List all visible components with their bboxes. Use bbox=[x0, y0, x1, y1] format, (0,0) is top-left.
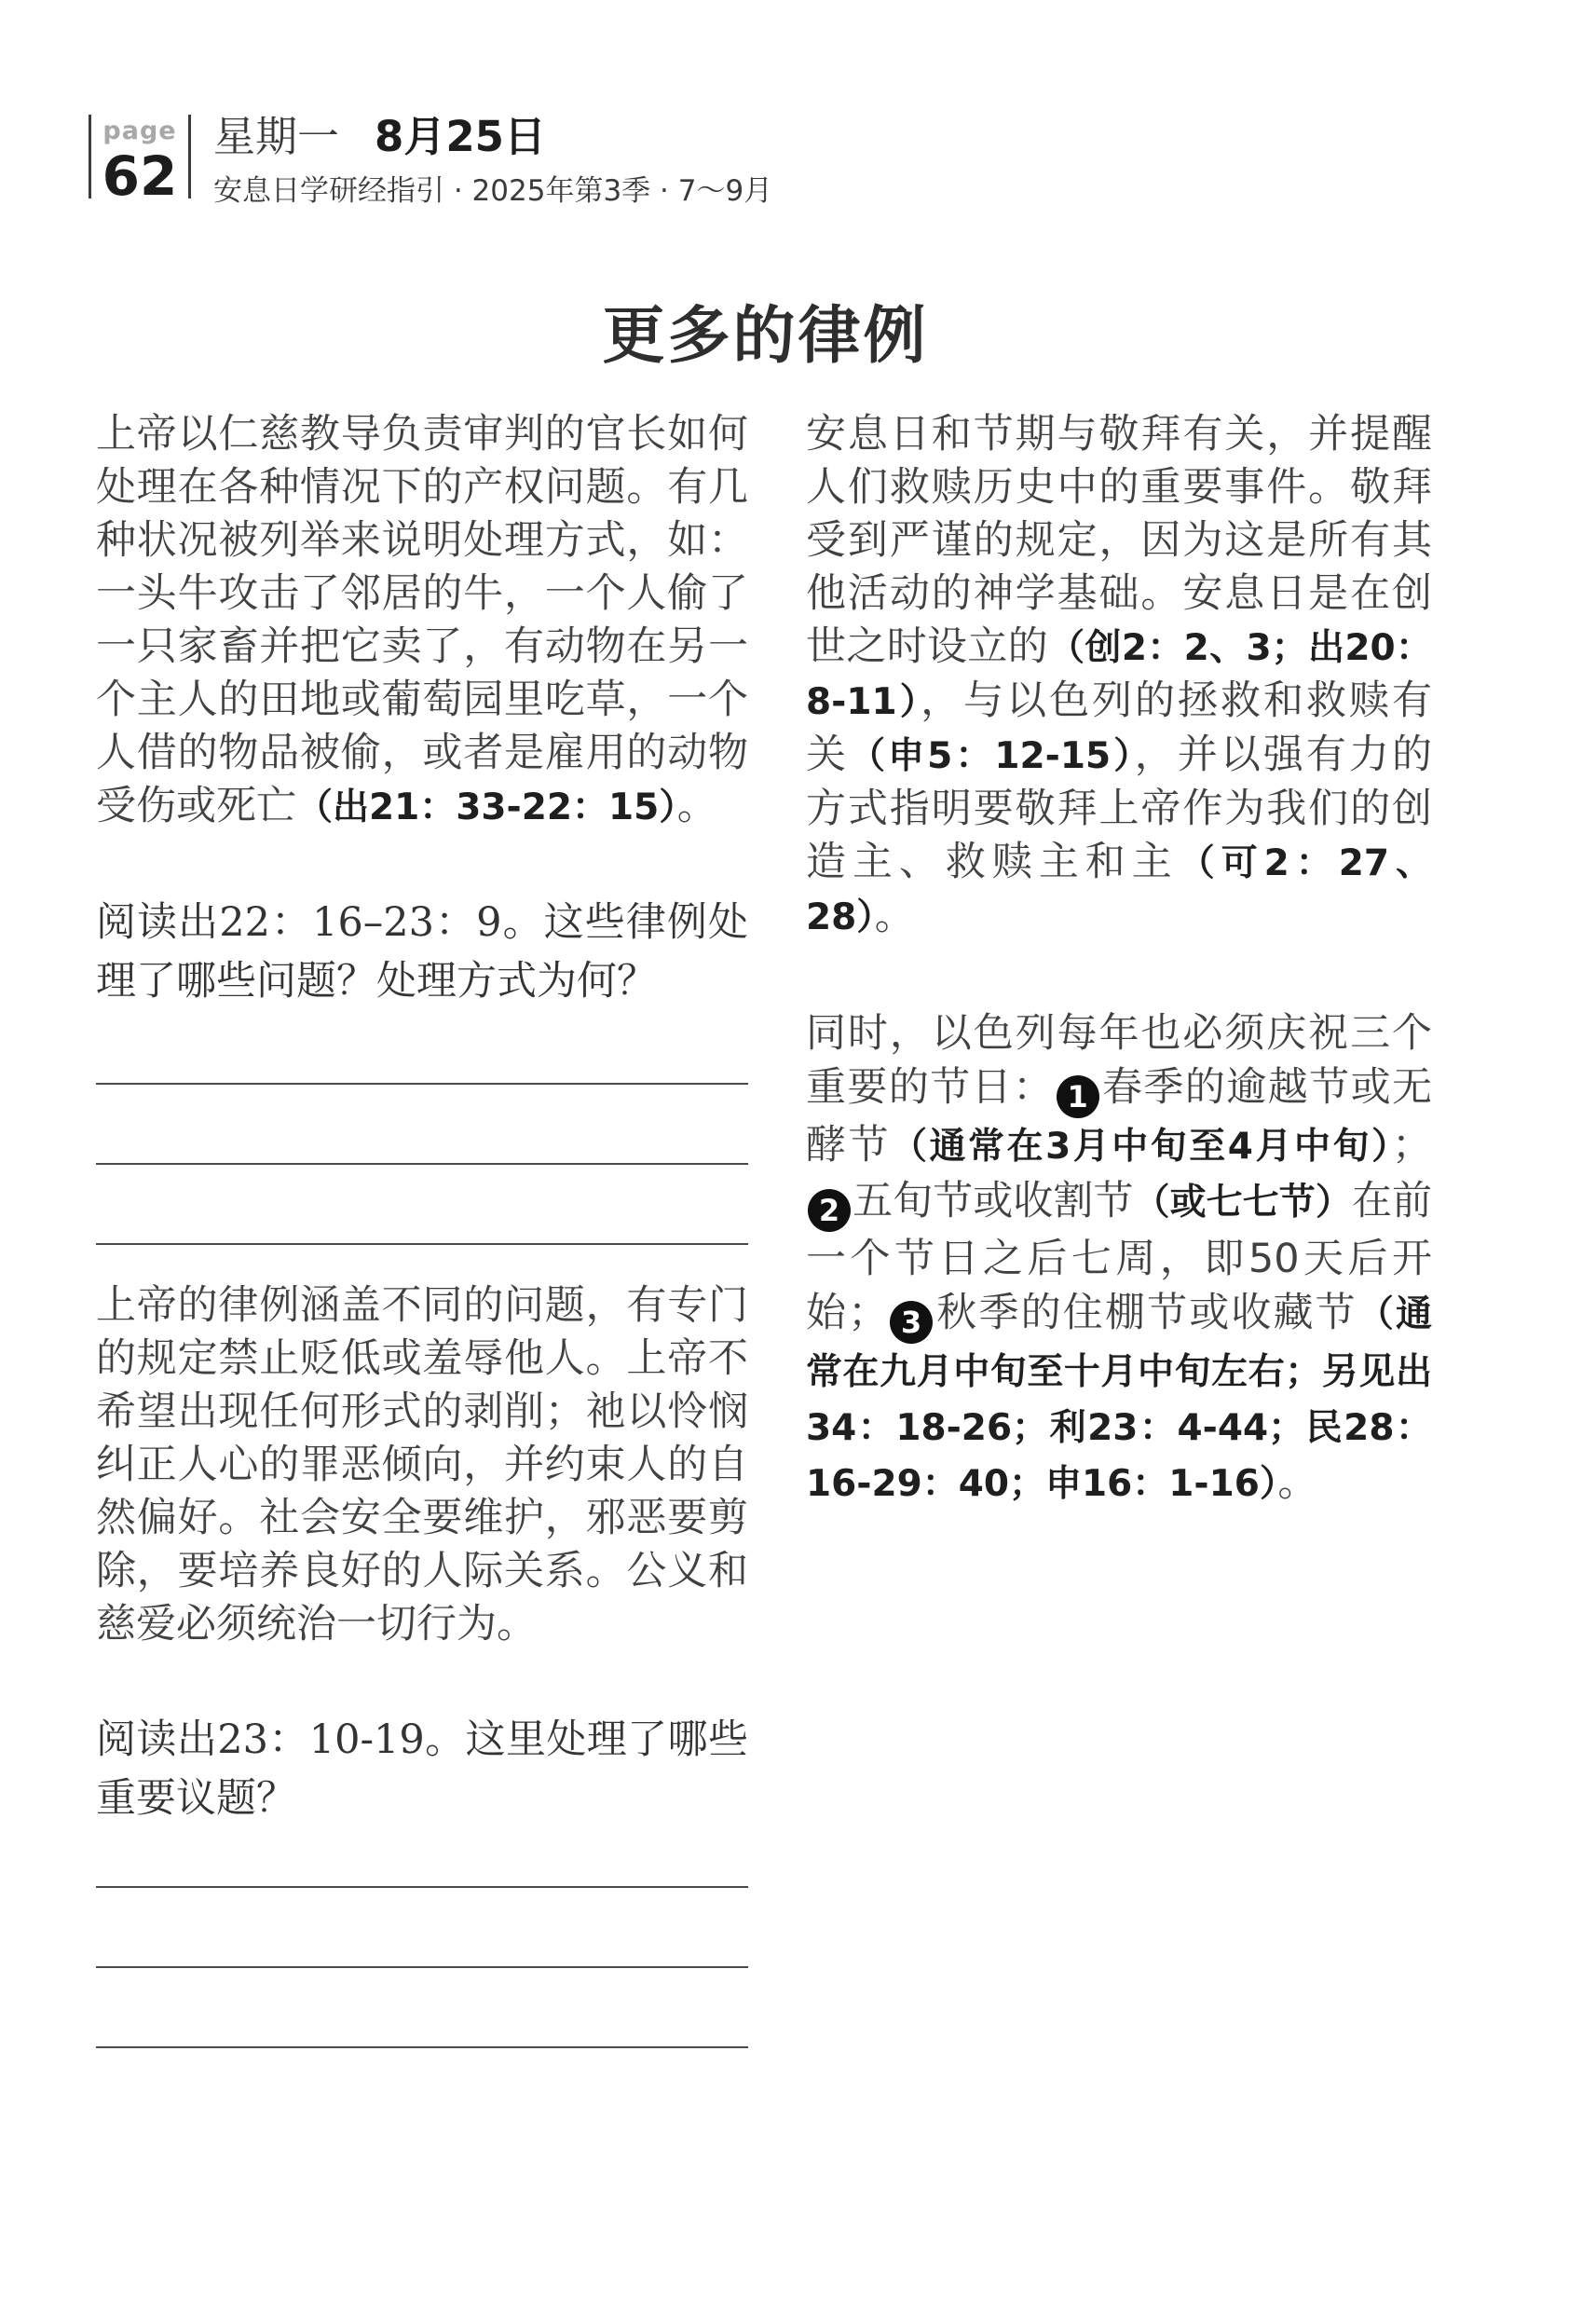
body-text-segment: ，与以色列的拯救和救赎有关 bbox=[806, 677, 1433, 778]
study-question: 阅读出22：16–23：9。这些律例处理了哪些问题？处理方式为何？ bbox=[96, 899, 748, 1005]
body-text-segment: 。 bbox=[676, 783, 717, 829]
festival-number-badge: 2 bbox=[808, 1189, 851, 1232]
right-column bbox=[806, 408, 1432, 1511]
body-paragraph bbox=[806, 1006, 1432, 1511]
body-text-segment: 。 bbox=[1277, 1459, 1318, 1506]
edition-label: 安息日学研经指引 · 2025年第3季 · 7～9月 bbox=[213, 174, 773, 209]
body-text-segment: 。 bbox=[874, 893, 915, 939]
answer-line bbox=[96, 1165, 748, 1245]
answer-lines-group bbox=[96, 1828, 748, 2048]
body-text-segment: 秋季的住棚节或收藏节 bbox=[934, 1290, 1357, 1336]
festival-number-badge: 1 bbox=[1057, 1075, 1099, 1118]
page-header bbox=[89, 112, 773, 209]
body-text-segment: 上帝的律例涵盖不同的问题，有专门的规定禁止贬低或羞辱他人。上帝不希望出现任何形式的剥削；祂以怜悯纠正人心的罪恶倾向，并约束人的自然偏好。社会安全要维护，邪恶要剪除，要培养良好的人际关系。公义和慈爱必须统治一切行为。 bbox=[96, 1282, 748, 1648]
answer-line bbox=[96, 1011, 748, 1085]
page-number-box bbox=[91, 115, 188, 208]
body-text-segment: ，并以强有力的方式指明要敬拜上帝作为我们的创造主、救赎主和主 bbox=[806, 732, 1433, 885]
body-text-segment: 安息日和节期与敬拜有关，并提醒人们救赎历史中的重要事件。敬拜受到严谨的规定，因为这是所有其他活动的神学基础。安息日是在创世之时设立的 bbox=[806, 411, 1432, 670]
scripture-reference: （创2：2、3；出20：8-11） bbox=[806, 627, 1432, 723]
left-column bbox=[96, 408, 748, 2048]
answer-line bbox=[96, 1085, 748, 1165]
header-right-divider bbox=[188, 115, 191, 198]
answer-line bbox=[96, 1828, 748, 1888]
body-text-segment: 在前一个节日之后七周，即50天后开始； bbox=[806, 1178, 1433, 1336]
body-text-segment: 同时，以色列每年也必须庆祝三个重要的节日： bbox=[806, 1010, 1432, 1111]
body-text-segment: 春季的逾越节或无酵节 bbox=[806, 1064, 1433, 1169]
body-paragraph bbox=[96, 408, 748, 834]
weekday-label: 星期一 bbox=[213, 112, 340, 161]
scripture-reference: （出21：33-22：15） bbox=[296, 786, 677, 828]
date-box bbox=[213, 112, 773, 209]
body-text-segment: ； bbox=[1392, 1122, 1432, 1169]
body-paragraph bbox=[806, 408, 1432, 944]
scripture-reference: （或七七节） bbox=[1133, 1182, 1352, 1224]
page-label: page bbox=[102, 116, 177, 145]
study-question: 阅读出23：10-19。这里处理了哪些重要议题？ bbox=[96, 1716, 748, 1822]
date-label: 8月25日 bbox=[375, 112, 546, 161]
body-paragraph bbox=[96, 1279, 748, 1651]
scripture-reference: （通常在3月中旬至4月中旬） bbox=[891, 1126, 1392, 1168]
date-line bbox=[213, 112, 772, 161]
answer-line bbox=[96, 1888, 748, 1968]
scripture-reference: （申5：12-15） bbox=[849, 735, 1135, 777]
scripture-reference: （通常在九月中旬至十月中旬左右；另见出34：18-26；利23：4-44；民28：16-29：40；申16：1-16） bbox=[806, 1293, 1432, 1505]
body-text-segment: 上帝以仁慈教导负责审判的官长如何处理在各种情况下的产权问题。有几种状况被列举来说明处理方式，如：一头牛攻击了邻居的牛，一个人偷了一只家畜并把它卖了，有动物在另一个主人的田地或葡萄园里吃草，一个人借的物品被偷，或者是雇用的动物受伤或死亡 bbox=[96, 411, 748, 829]
page-number: 62 bbox=[102, 144, 178, 208]
scripture-reference: （可2：27、28） bbox=[806, 842, 1432, 938]
answer-line bbox=[96, 1968, 748, 2048]
lesson-title: 更多的律例 bbox=[602, 298, 929, 372]
festival-number-badge: 3 bbox=[890, 1301, 933, 1344]
answer-lines-group bbox=[96, 1011, 748, 1245]
body-text-segment: 五旬节或收割节 bbox=[853, 1178, 1134, 1224]
